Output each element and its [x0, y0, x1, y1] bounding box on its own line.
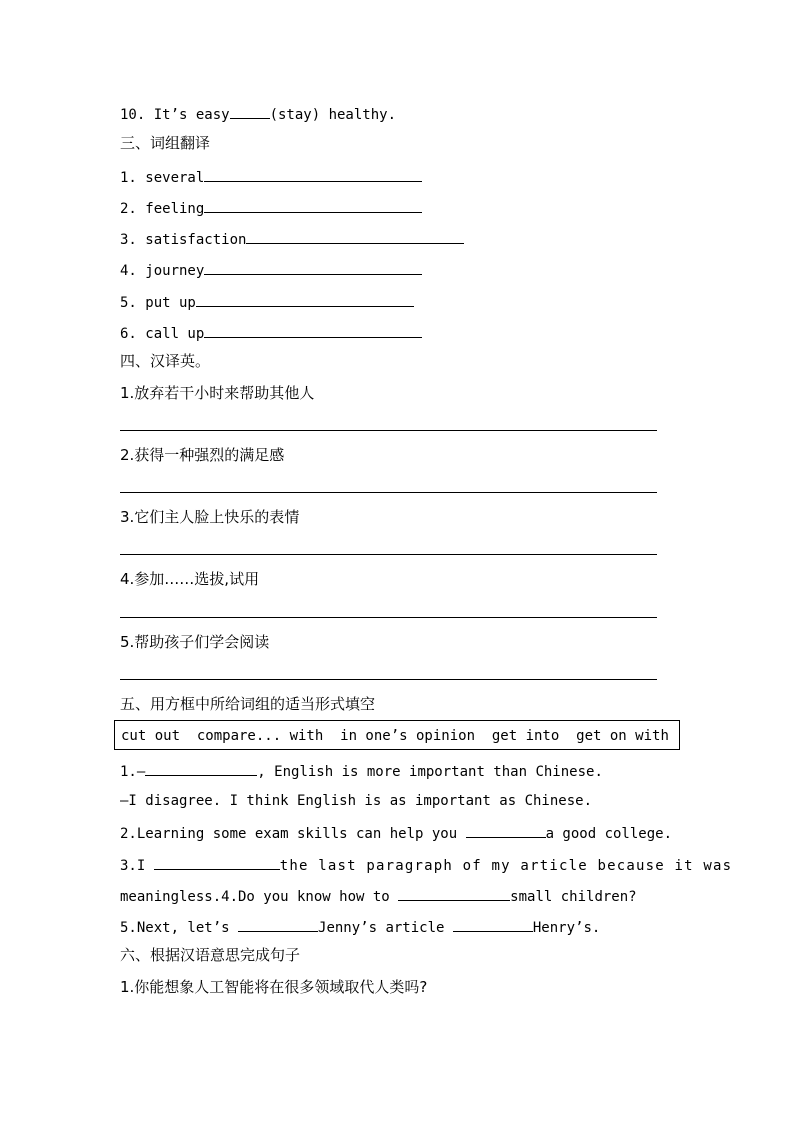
fill-text: the last paragraph of my article because it was — [279, 858, 733, 874]
fill-text: , English is more important than Chinese. — [257, 764, 603, 780]
phrase-blank[interactable] — [246, 229, 464, 244]
phrase-item — [120, 198, 422, 218]
fill-text: 1.— — [120, 764, 146, 780]
translation-prompt: 4.参加……选拔,试用 — [120, 570, 260, 588]
phrase-blank[interactable] — [196, 292, 414, 307]
fill-text: Jenny’s article — [318, 920, 453, 936]
fill-blank[interactable] — [154, 855, 280, 870]
fill-text: small children? — [510, 889, 637, 905]
phrase-item — [120, 323, 422, 343]
phrase-item — [120, 260, 422, 280]
answer-line[interactable] — [120, 617, 657, 618]
fill-text: 2.Learning some exam skills can help you — [120, 826, 466, 842]
fill-blank[interactable] — [398, 886, 510, 901]
sentence-prompt: 1.你能想象人工智能将在很多领域取代人类吗? — [120, 978, 428, 996]
fill-blank[interactable] — [466, 823, 546, 838]
translation-prompt: 5.帮助孩子们学会阅读 — [120, 633, 270, 651]
section-3-heading: 三、词组翻译 — [120, 134, 211, 152]
phrase-blank[interactable] — [204, 260, 422, 275]
question-10-text: 10. It’s easy — [120, 107, 230, 123]
word-box-phrases: cut out compare... with in one’s opinion get into get on with — [121, 728, 669, 744]
answer-line[interactable] — [120, 430, 657, 431]
phrase-item — [120, 292, 414, 312]
answer-line[interactable] — [120, 554, 657, 555]
fill-question-1-reply: —I disagree. I think English is as important as Chinese. — [120, 793, 593, 809]
phrase-text: 5. put up — [120, 295, 196, 311]
answer-line[interactable] — [120, 679, 657, 680]
translation-prompt: 2.获得一种强烈的满足感 — [120, 446, 285, 464]
section-5-heading: 五、用方框中所给词组的适当形式填空 — [120, 695, 376, 713]
fill-text: Henry’s. — [532, 920, 601, 936]
phrase-text: 6. call up — [120, 326, 205, 342]
answer-line[interactable] — [120, 492, 657, 493]
fill-blank[interactable] — [145, 761, 257, 776]
phrase-blank[interactable] — [204, 198, 422, 213]
phrase-text: 4. journey — [120, 263, 205, 279]
fill-text: 5.Next, let’s — [120, 920, 239, 936]
fill-question-5 — [120, 917, 600, 937]
fill-blank[interactable] — [238, 917, 318, 932]
question-10-blank[interactable] — [230, 104, 270, 119]
fill-question-2 — [120, 823, 672, 843]
fill-text: 3.I — [120, 858, 154, 874]
phrase-text: 1. several — [120, 170, 205, 186]
phrase-blank[interactable] — [204, 323, 422, 338]
phrase-item — [120, 229, 464, 249]
translation-prompt: 1.放弃若干小时来帮助其他人 — [120, 384, 315, 402]
section-6-heading: 六、根据汉语意思完成句子 — [120, 946, 301, 964]
fill-text: a good college. — [545, 826, 673, 842]
question-10 — [120, 104, 396, 124]
translation-prompt: 3.它们主人脸上快乐的表情 — [120, 508, 300, 526]
section-4-heading: 四、汉译英。 — [120, 352, 211, 370]
phrase-blank[interactable] — [204, 167, 422, 182]
fill-question-3 — [120, 855, 732, 875]
question-10-tail: (stay) healthy. — [269, 107, 397, 123]
phrase-item — [120, 167, 422, 187]
fill-text: meaningless.4.Do you know how to — [120, 889, 399, 905]
phrase-text: 2. feeling — [120, 201, 205, 217]
fill-blank[interactable] — [453, 917, 533, 932]
phrase-text: 3. satisfaction — [120, 232, 247, 248]
word-box — [114, 720, 680, 750]
fill-question-3-4 — [120, 886, 637, 906]
fill-question-1 — [120, 761, 603, 781]
